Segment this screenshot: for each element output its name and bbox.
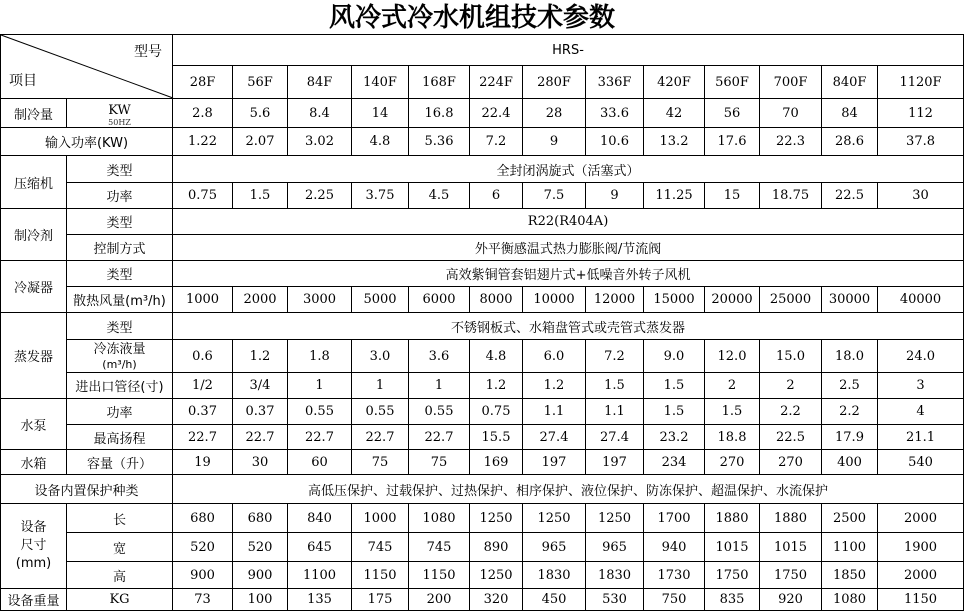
pipe-value: 1.2: [523, 373, 586, 399]
tank-capacity-label: 容量（升）: [67, 450, 173, 475]
width-value: 890: [470, 533, 523, 562]
tank-value: 30: [233, 450, 288, 475]
input-power-value: 37.8: [878, 128, 964, 156]
refrigerant-type-label: 类型: [67, 209, 173, 235]
height-value: 2000: [878, 562, 964, 589]
tank-value: 540: [878, 450, 964, 475]
airflow-value: 1000: [173, 287, 233, 313]
height-value: 1830: [523, 562, 586, 589]
input-power-value: 7.2: [470, 128, 523, 156]
pump-head-value: 22.7: [173, 425, 233, 450]
pipe-value: 1: [409, 373, 470, 399]
pump-head-value: 17.9: [822, 425, 878, 450]
height-label: 高: [67, 562, 173, 589]
pipe-value: 2.5: [822, 373, 878, 399]
flow-value: 3.0: [352, 340, 409, 373]
pump-head-value: 23.2: [644, 425, 705, 450]
airflow-value: 12000: [586, 287, 644, 313]
cooling-value: 28: [523, 99, 586, 128]
evaporator-flow-label-line1: 冷冻液量: [93, 342, 146, 357]
input-power-label: 输入功率(KW): [1, 128, 173, 156]
width-value: 745: [352, 533, 409, 562]
cooling-label: 制冷量: [1, 99, 67, 128]
tank-value: 400: [822, 450, 878, 475]
page-title: 风冷式冷水机组技术参数: [328, 3, 615, 33]
height-value: 1850: [822, 562, 878, 589]
tank-value: 270: [760, 450, 822, 475]
model-cell: 168F: [409, 66, 470, 99]
pipe-value: 1: [352, 373, 409, 399]
cooling-value: 33.6: [586, 99, 644, 128]
width-value: 745: [409, 533, 470, 562]
weight-value: 1080: [822, 589, 878, 611]
pump-head-value: 27.4: [523, 425, 586, 450]
flow-value: 0.6: [173, 340, 233, 373]
pump-power-value: 0.37: [173, 399, 233, 425]
condenser-airflow-label: 散热风量(m³/h): [67, 287, 173, 313]
pump-head-value: 18.8: [705, 425, 760, 450]
length-value: 1880: [705, 504, 760, 533]
airflow-value: 8000: [470, 287, 523, 313]
flow-value: 6.0: [523, 340, 586, 373]
input-power-value: 3.02: [288, 128, 352, 156]
evaporator-type-value: 不锈钢板式、水箱盘管式或壳管式蒸发器: [173, 313, 964, 340]
airflow-value: 5000: [352, 287, 409, 313]
weight-value: 530: [586, 589, 644, 611]
flow-value: 18.0: [822, 340, 878, 373]
pump-head-value: 15.5: [470, 425, 523, 450]
refrigerant-control-label: 控制方式: [67, 235, 173, 261]
flow-value: 9.0: [644, 340, 705, 373]
height-value: 1150: [409, 562, 470, 589]
weight-value: 100: [233, 589, 288, 611]
dimensions-label-line2: 尺寸: [20, 538, 47, 553]
refrigerant-type-value: R22(R404A): [173, 209, 964, 235]
tank-value: 234: [644, 450, 705, 475]
width-value: 645: [288, 533, 352, 562]
weight-label: 设备重量: [1, 589, 67, 611]
tank-value: 270: [705, 450, 760, 475]
pump-head-value: 22.7: [352, 425, 409, 450]
tank-value: 60: [288, 450, 352, 475]
compressor-power-value: 1.5: [233, 183, 288, 209]
condenser-airflow-row: [1, 287, 964, 313]
compressor-power-value: 3.75: [352, 183, 409, 209]
width-value: 520: [233, 533, 288, 562]
pump-power-value: 1.1: [523, 399, 586, 425]
height-value: 1750: [760, 562, 822, 589]
airflow-value: 20000: [705, 287, 760, 313]
pump-power-value: 4: [878, 399, 964, 425]
dimension-height-row: [1, 562, 964, 589]
pipe-value: 3: [878, 373, 964, 399]
flow-value: 1.8: [288, 340, 352, 373]
condenser-label: 冷凝器: [1, 261, 67, 313]
pump-head-value: 22.7: [288, 425, 352, 450]
refrigerant-label: 制冷剂: [1, 209, 67, 261]
protection-label: 设备内置保护种类: [1, 475, 173, 504]
compressor-label: 压缩机: [1, 156, 67, 209]
tank-value: 75: [409, 450, 470, 475]
weight-value: 135: [288, 589, 352, 611]
pipe-value: 2: [705, 373, 760, 399]
evaporator-flow-label: [67, 340, 173, 373]
height-value: 1150: [352, 562, 409, 589]
flow-value: 4.8: [470, 340, 523, 373]
input-power-value: 17.6: [705, 128, 760, 156]
refrigerant-control-value: 外平衡感温式热力膨胀阀/节流阀: [173, 235, 964, 261]
dimension-width-row: [1, 533, 964, 562]
length-value: 1250: [523, 504, 586, 533]
cooling-value: 84: [822, 99, 878, 128]
pump-power-value: 1.5: [644, 399, 705, 425]
input-power-value: 22.3: [760, 128, 822, 156]
input-power-value: 10.6: [586, 128, 644, 156]
input-power-value: 1.22: [173, 128, 233, 156]
compressor-power-label: 功率: [67, 183, 173, 209]
height-value: 1830: [586, 562, 644, 589]
flow-value: 7.2: [586, 340, 644, 373]
length-value: 1250: [470, 504, 523, 533]
pipe-value: 1.2: [470, 373, 523, 399]
tank-label: 水箱: [1, 450, 67, 475]
cooling-value: 70: [760, 99, 822, 128]
pump-head-label: 最高扬程: [67, 425, 173, 450]
compressor-power-value: 30: [878, 183, 964, 209]
input-power-value: 28.6: [822, 128, 878, 156]
weight-value: 450: [523, 589, 586, 611]
length-value: 680: [233, 504, 288, 533]
flow-value: 15.0: [760, 340, 822, 373]
length-value: 840: [288, 504, 352, 533]
cooling-unit-sub: 50HZ: [108, 117, 131, 127]
model-cell: 28F: [173, 66, 233, 99]
model-cell: 280F: [523, 66, 586, 99]
length-value: 1700: [644, 504, 705, 533]
pump-power-value: 0.55: [409, 399, 470, 425]
length-label: 长: [67, 504, 173, 533]
cooling-value: 8.4: [288, 99, 352, 128]
dimensions-label: [1, 504, 67, 589]
weight-value: 175: [352, 589, 409, 611]
model-cell: 420F: [644, 66, 705, 99]
height-value: 900: [173, 562, 233, 589]
series-name: HRS-: [173, 35, 964, 66]
pump-head-value: 22.5: [760, 425, 822, 450]
weight-value: 73: [173, 589, 233, 611]
length-value: 1080: [409, 504, 470, 533]
input-power-row: [1, 128, 964, 156]
weight-value: 750: [644, 589, 705, 611]
height-value: 900: [233, 562, 288, 589]
airflow-value: 25000: [760, 287, 822, 313]
cooling-value: 42: [644, 99, 705, 128]
cooling-unit-text: KW: [108, 102, 131, 118]
cooling-row: [1, 99, 964, 128]
condenser-type-value: 高效紫铜管套铝翅片式+低噪音外转子风机: [173, 261, 964, 287]
flow-value: 24.0: [878, 340, 964, 373]
width-value: 940: [644, 533, 705, 562]
protection-value: 高低压保护、过载保护、过热保护、相序保护、液位保护、防冻保护、超温保护、水流保护: [173, 475, 964, 504]
weight-row: [1, 589, 964, 611]
dimensions-label-line1: 设备: [20, 520, 47, 535]
condenser-type-label: 类型: [67, 261, 173, 287]
pump-head-value: 27.4: [586, 425, 644, 450]
evaporator-flow-row: [1, 340, 964, 373]
airflow-value: 2000: [233, 287, 288, 313]
pump-power-label: 功率: [67, 399, 173, 425]
pump-power-value: 0.55: [288, 399, 352, 425]
width-value: 1100: [822, 533, 878, 562]
width-value: 520: [173, 533, 233, 562]
weight-value: 320: [470, 589, 523, 611]
airflow-value: 40000: [878, 287, 964, 313]
model-cell: 840F: [822, 66, 878, 99]
tank-value: 75: [352, 450, 409, 475]
pipe-value: 1.5: [644, 373, 705, 399]
pump-power-row: [1, 399, 964, 425]
tank-value: 19: [173, 450, 233, 475]
model-cell: 56F: [233, 66, 288, 99]
compressor-power-value: 22.5: [822, 183, 878, 209]
width-value: 965: [586, 533, 644, 562]
cooling-unit: [67, 99, 173, 128]
airflow-value: 6000: [409, 287, 470, 313]
compressor-power-value: 6: [470, 183, 523, 209]
compressor-power-row: [1, 183, 964, 209]
length-value: 2000: [878, 504, 964, 533]
item-label: 项目: [9, 73, 37, 89]
cooling-value: 5.6: [233, 99, 288, 128]
compressor-power-value: 0.75: [173, 183, 233, 209]
airflow-value: 15000: [644, 287, 705, 313]
flow-value: 3.6: [409, 340, 470, 373]
pump-power-value: 0.75: [470, 399, 523, 425]
pump-head-value: 21.1: [878, 425, 964, 450]
pump-power-value: 2.2: [822, 399, 878, 425]
length-value: 1000: [352, 504, 409, 533]
weight-value: 200: [409, 589, 470, 611]
pipe-value: 3/4: [233, 373, 288, 399]
pump-power-value: 0.55: [352, 399, 409, 425]
flow-value: 1.2: [233, 340, 288, 373]
height-value: 1730: [644, 562, 705, 589]
compressor-power-value: 7.5: [523, 183, 586, 209]
length-value: 1250: [586, 504, 644, 533]
pump-power-value: 1.1: [586, 399, 644, 425]
compressor-type-label: 类型: [67, 156, 173, 183]
evaporator-type-label: 类型: [67, 313, 173, 340]
dimension-length-row: [1, 504, 964, 533]
model-cell: 84F: [288, 66, 352, 99]
cooling-value: 16.8: [409, 99, 470, 128]
input-power-value: 5.36: [409, 128, 470, 156]
airflow-value: 30000: [822, 287, 878, 313]
compressor-power-value: 4.5: [409, 183, 470, 209]
airflow-value: 3000: [288, 287, 352, 313]
compressor-power-value: 11.25: [644, 183, 705, 209]
model-label: 型号: [134, 44, 162, 60]
weight-value: 920: [760, 589, 822, 611]
length-value: 680: [173, 504, 233, 533]
weight-value: 1150: [878, 589, 964, 611]
tank-row: [1, 450, 964, 475]
pipe-value: 1/2: [173, 373, 233, 399]
cooling-value: 2.8: [173, 99, 233, 128]
tank-value: 169: [470, 450, 523, 475]
compressor-power-value: 2.25: [288, 183, 352, 209]
pump-head-value: 22.7: [409, 425, 470, 450]
pipe-value: 1: [288, 373, 352, 399]
pump-power-value: 2.2: [760, 399, 822, 425]
dimensions-label-line3: (mm): [15, 556, 52, 571]
height-value: 1250: [470, 562, 523, 589]
compressor-power-value: 9: [586, 183, 644, 209]
model-cell: 700F: [760, 66, 822, 99]
cooling-value: 112: [878, 99, 964, 128]
width-value: 965: [523, 533, 586, 562]
compressor-type-value: 全封闭涡旋式（活塞式）: [173, 156, 964, 183]
evaporator-pipe-label: 进出口管径(寸): [67, 373, 173, 399]
pump-head-row: [1, 425, 964, 450]
airflow-value: 10000: [523, 287, 586, 313]
width-value: 1015: [760, 533, 822, 562]
width-label: 宽: [67, 533, 173, 562]
length-value: 2500: [822, 504, 878, 533]
cooling-value: 22.4: [470, 99, 523, 128]
spec-table: [0, 34, 964, 611]
input-power-value: 9: [523, 128, 586, 156]
pipe-value: 2: [760, 373, 822, 399]
model-cell: 224F: [470, 66, 523, 99]
tank-value: 197: [586, 450, 644, 475]
model-cell: 336F: [586, 66, 644, 99]
tank-value: 197: [523, 450, 586, 475]
cooling-value: 56: [705, 99, 760, 128]
evaporator-flow-label-line2: (m³/h): [102, 358, 137, 371]
pump-label: 水泵: [1, 399, 67, 450]
flow-value: 12.0: [705, 340, 760, 373]
model-cell: 140F: [352, 66, 409, 99]
model-cell: 560F: [705, 66, 760, 99]
evaporator-pipe-row: [1, 373, 964, 399]
pipe-value: 1.5: [586, 373, 644, 399]
weight-value: 835: [705, 589, 760, 611]
input-power-value: 13.2: [644, 128, 705, 156]
input-power-value: 4.8: [352, 128, 409, 156]
model-cell: 1120F: [878, 66, 964, 99]
pump-head-value: 22.7: [233, 425, 288, 450]
width-value: 1900: [878, 533, 964, 562]
width-value: 1015: [705, 533, 760, 562]
length-value: 1880: [760, 504, 822, 533]
cooling-value: 14: [352, 99, 409, 128]
compressor-power-value: 15: [705, 183, 760, 209]
input-power-value: 2.07: [233, 128, 288, 156]
compressor-power-value: 18.75: [760, 183, 822, 209]
height-value: 1100: [288, 562, 352, 589]
weight-unit: KG: [67, 589, 173, 611]
pump-power-value: 1.5: [705, 399, 760, 425]
header-diagonal-cell: [1, 35, 173, 99]
height-value: 1750: [705, 562, 760, 589]
pump-power-value: 0.37: [233, 399, 288, 425]
evaporator-label: 蒸发器: [1, 313, 67, 399]
